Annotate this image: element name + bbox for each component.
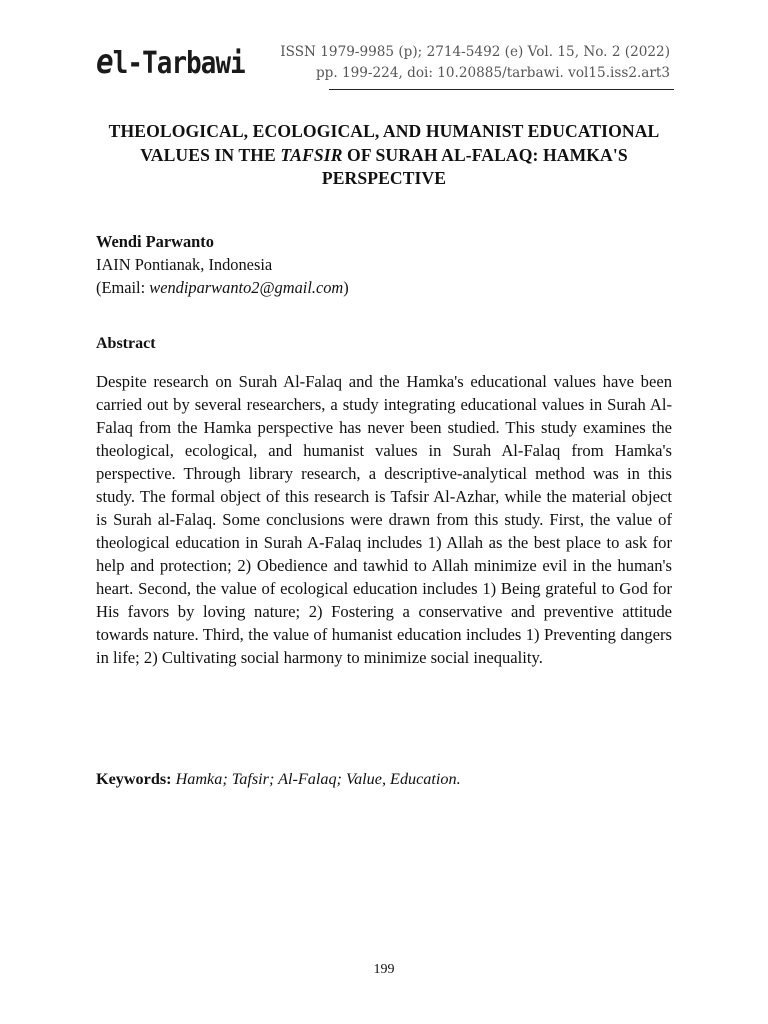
author-affiliation: IAIN Pontianak, Indonesia <box>96 255 273 274</box>
email-address[interactable]: wendiparwanto2@gmail.com <box>149 278 344 297</box>
keywords <box>96 768 672 791</box>
journal-header <box>96 40 670 94</box>
page-number: 199 <box>373 962 395 977</box>
abstract-heading: Abstract <box>96 335 156 352</box>
author-block <box>96 230 672 299</box>
journal-logo: el-Tarbawi <box>96 42 245 82</box>
keywords-label: Keywords: <box>96 770 172 788</box>
journal-meta <box>280 42 670 84</box>
keywords-list: Hamka; Tafsir; Al-Falaq; Value, Education. <box>171 770 461 788</box>
header-rule <box>329 89 674 90</box>
author-name: Wendi Parwanto <box>96 232 214 251</box>
issn-volume-line: ISSN 1979-9985 (p); 2714-5492 (e) Vol. 15, No. 2 (2022) <box>280 44 670 60</box>
pages-doi-line: pp. 199-224, doi: 10.20885/tarbawi. vol15.iss2.art3 <box>315 65 670 81</box>
author-email: (Email: wendiparwanto2@gmail.com) <box>96 278 349 297</box>
abstract-body: Despite research on Surah Al-Falaq and the Hamka's educational values have been carried out by several researchers, a study integrating educational values in Surah Al-Falaq from the Hamka perspective has never been studied. This study examines the theological, ecological, and humanist values in Surah Al-Falaq from Hamka's perspective. Through library research, a descriptive-analytical method was in this study. The formal object of this research is Tafsir Al-Azhar, while the material object is Surah al-Falaq. Some conclusions were drawn from this study. First, the value of theological education in Surah A-Falaq includes 1) Allah as the best place to ask for help and protection; 2) Obedience and tawhid to Allah minimize evil in the human's heart. Second, the value of ecological education includes 1) Being grateful to God for His favors by loving nature; 2) Fostering a conservative and preventive attitude towards nature. Third, the value of humanist education includes 1) Preventing dangers in life; 2) Cultivating social harmony to minimize social inequality. <box>96 372 672 667</box>
article-title: THEOLOGICAL, ECOLOGICAL, AND HUMANIST EDUCATIONAL VALUES IN THE TAFSIR OF SURAH AL-FALAQ: HAMKA'S PERSPECTIVE <box>108 121 660 188</box>
